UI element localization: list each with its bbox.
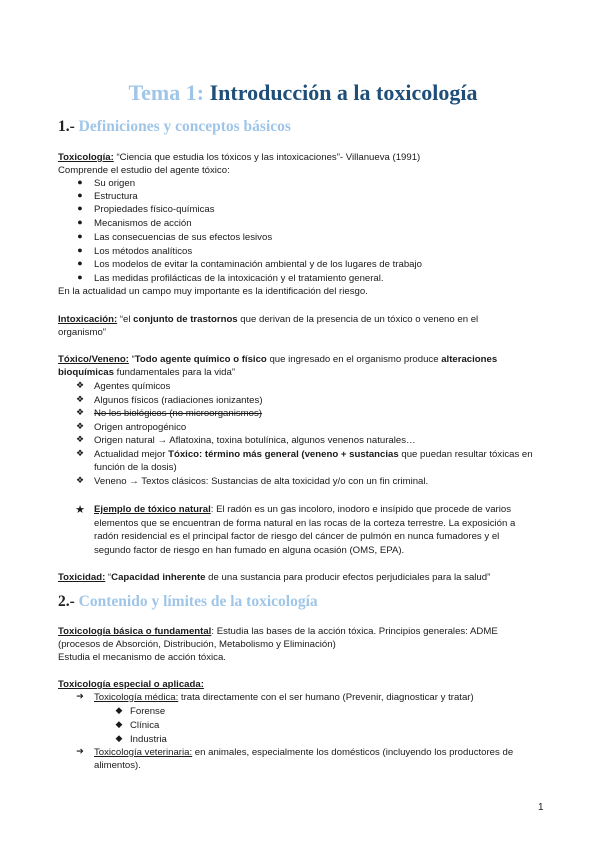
bullet-icon: ●	[77, 258, 83, 268]
toxicologia-veterinaria-line-2: alimentos).	[94, 760, 141, 771]
arrow-icon: ➔	[76, 691, 84, 701]
list-item: Agentes químicos	[94, 381, 171, 392]
list-item: Forense	[130, 706, 166, 717]
comprende-line: Comprende el estudio del agente tóxico:	[58, 165, 230, 176]
document-title	[58, 80, 548, 106]
list-item-struck: No los biológicos (no microorganismos)	[94, 408, 262, 419]
actualidad-line: En la actualidad un campo muy importante es la identificación del riesgo.	[58, 286, 368, 297]
list-item: Las consecuencias de sus efectos lesivos	[94, 232, 273, 243]
bullet-icon: ●	[77, 203, 83, 213]
ejemplo-line-2: elementos que se encuentran de forma natural en las rocas de la corteza terrestre. La exposición a	[94, 518, 516, 529]
list-item: Estructura	[94, 191, 138, 202]
list-item: Propiedades físico-químicas	[94, 204, 215, 215]
toxicologia-veterinaria: Toxicología veterinaria: en animales, especialmente los domésticos (incluyendo los productores de	[94, 747, 514, 758]
toxicologia-medica: Toxicología médica: trata directamente con el ser humano (Prevenir, diagnosticar y tratar)	[94, 692, 474, 703]
toxicologia-basica-line-2: (procesos de Absorción, Distribución, Metabolismo y Eliminación)	[58, 639, 336, 650]
diamond-bullet-icon: ❖	[75, 434, 85, 444]
list-item: Actualidad mejor Tóxico: término más general (veneno + sustancias que puedan resultar tóxicas en	[94, 449, 533, 460]
ejemplo-line-3: radón residencial es el principal factor de riesgo del cáncer de pulmón en nunca fumadores y el	[94, 531, 500, 542]
diamond-bullet-icon: ❖	[75, 394, 85, 404]
title-main: Introducción a la toxicología	[209, 80, 478, 105]
diamond-bullet-icon: ❖	[75, 380, 85, 390]
diamond-bullet-icon: ❖	[75, 421, 85, 431]
list-item: Las medidas profilácticas de la intoxicación y el tratamiento general.	[94, 273, 384, 284]
intoxicacion-definition: Intoxicación: “el conjunto de trastornos que derivan de la presencia de un tóxico o veneno en el	[58, 314, 479, 325]
list-item: Origen natural → Aflatoxina, toxina botulínica, algunos venenos naturales…	[94, 435, 416, 446]
section-2-heading: 2.- Contenido y límites de la toxicología	[58, 593, 318, 610]
list-item: Mecanismos de acción	[94, 218, 192, 229]
bullet-icon: ●	[77, 272, 83, 282]
ejemplo-line-1: Ejemplo de tóxico natural: El radón es un gas incoloro, inodoro e insípido que procede de varios	[94, 504, 512, 515]
bullet-icon: ●	[77, 231, 83, 241]
list-item: Industria	[130, 734, 167, 745]
list-item: Su origen	[94, 178, 136, 189]
section-1-heading: 1.- Definiciones y conceptos básicos	[58, 118, 291, 135]
list-item: Los modelos de evitar la contaminación ambiental y de los lugares de trabajo	[94, 259, 422, 270]
toxicidad-definition: Toxicidad: “Capacidad inherente de una sustancia para producir efectos perjudiciales para la salud”	[58, 572, 491, 583]
toxicologia-especial: Toxicología especial o aplicada:	[58, 679, 204, 690]
toxicologia-basica-line-3: Estudia el mecanismo de acción tóxica.	[58, 652, 226, 663]
list-item: Veneno → Textos clásicos: Sustancias de alta toxicidad y/o con un fin criminal.	[94, 476, 429, 487]
list-item: Algunos físicos (radiaciones ionizantes)	[94, 395, 263, 406]
list-item: Los métodos analíticos	[94, 246, 193, 257]
toxico-definition: Tóxico/Veneno: “Todo agente químico o físico que ingresado en el organismo produce alteraciones	[58, 354, 498, 365]
bullet-icon: ●	[77, 245, 83, 255]
list-item: Clínica	[130, 720, 160, 731]
toxicologia-basica: Toxicología básica o fundamental: Estudia las bases de la acción tóxica. Principios generales: ADME	[58, 626, 498, 637]
toxicologia-definition: Toxicología: “Ciencia que estudia los tóxicos y las intoxicaciones”- Villanueva (1991)	[58, 152, 421, 163]
arrow-icon: ➔	[76, 746, 84, 756]
toxico-line-2: bioquímicas fundamentales para la vida”	[58, 367, 236, 378]
list-item: Origen antropogénico	[94, 422, 187, 433]
list-item-continuation: función de la dosis)	[94, 462, 177, 473]
star-icon: ★	[75, 504, 85, 516]
bullet-icon: ●	[77, 177, 83, 187]
page-number: 1	[538, 802, 544, 813]
intoxicacion-line-2: organismo”	[58, 327, 106, 338]
diamond-bullet-icon: ❖	[75, 448, 85, 458]
diamond-bullet-icon: ◆	[115, 719, 123, 729]
ejemplo-line-4: segundo factor de riesgo en han fumado en alguna ocasión (OMS, EPA).	[94, 545, 405, 556]
diamond-bullet-icon: ◆	[115, 733, 123, 743]
bullet-icon: ●	[77, 190, 83, 200]
diamond-bullet-icon: ❖	[75, 407, 85, 417]
diamond-bullet-icon: ❖	[75, 475, 85, 485]
diamond-bullet-icon: ◆	[115, 705, 123, 715]
bullet-icon: ●	[77, 217, 83, 227]
title-prefix: Tema 1:	[128, 80, 205, 105]
